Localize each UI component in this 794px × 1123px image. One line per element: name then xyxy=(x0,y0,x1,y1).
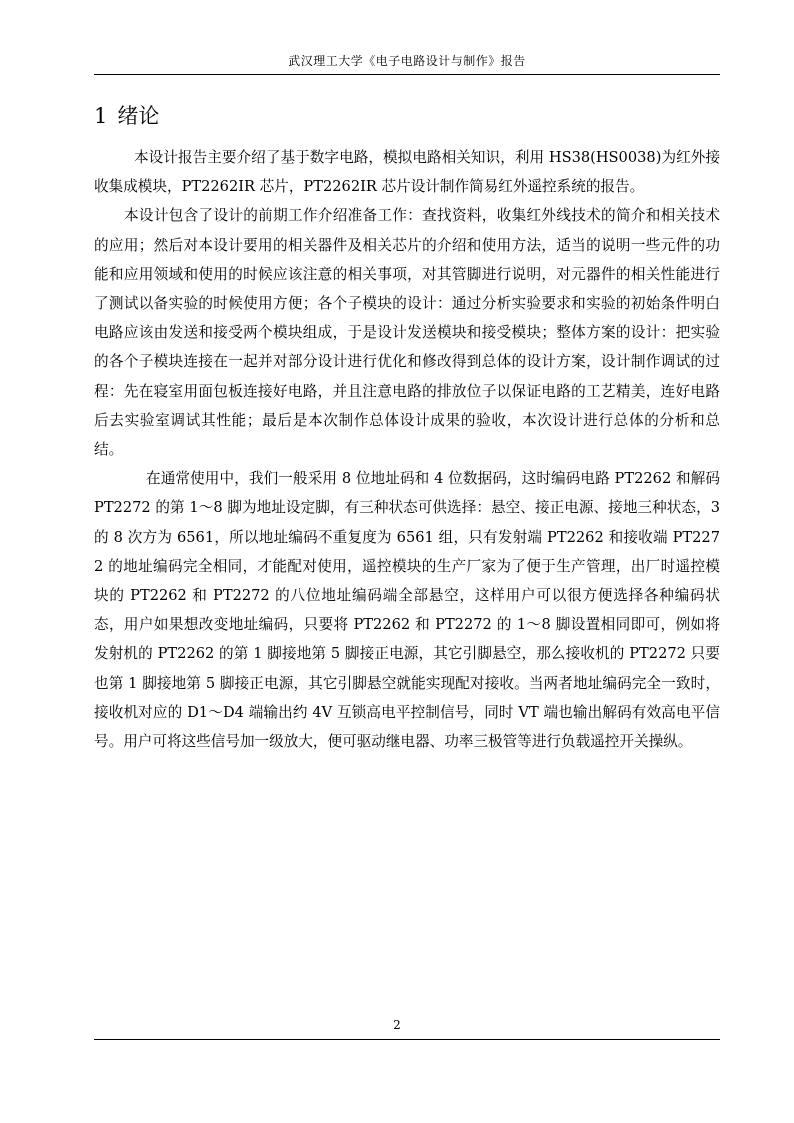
page-number: 2 xyxy=(393,1018,401,1032)
header-rule xyxy=(94,74,720,75)
chapter-title: 绪论 xyxy=(117,104,160,128)
paragraph-address-coding: 在通常使用中，我们一般采用 8 位地址码和 4 位数据码，这时编码电路 PT2262 和解码 PT2272 的第 1～8 脚为地址设定脚，有三种状态可供选择：悬空、接正电源、接地三种状态，3 的 8 次方为 6561，所以地址编码不重复度为 6561 组，只有发射端 PT2262 和接收端 PT2272 的地址编码完全相同，才能配对使用，遥控模块的生产厂家为了便于生产管理，出厂时遥控模块的 PT2262 和 PT2272 的八位地址编码端全部悬空，这样用户可以很方便选择各种编码状态，用户如果想改变地址编码，只要将 PT2262 和 PT2272 的 1～8 脚设置相同即可，例如将发射机的 PT2262 的第 1 脚接地第 5 脚接正电源，其它引脚悬空，那么接收机的 PT2272 只要也第 1 脚接地第 5 脚接正电源，其它引脚悬空就能实现配对接收。当两者地址编码完全一致时，接收机对应的 D1～D4 端输出约 4V 互锁高电平控制信号，同时 VT 端也输出解码有效高电平信号。用户可将这些信号加一级放大，便可驱动继电器、功率三极管等进行负载遥控开关操纵。 xyxy=(94,470,720,751)
chapter-number: 1 xyxy=(94,104,108,128)
body-text xyxy=(94,143,720,756)
running-header: 武汉理工大学《电子电路设计与制作》报告 xyxy=(288,54,526,68)
chapter-heading xyxy=(94,100,159,132)
footer-rule xyxy=(94,1039,720,1040)
paragraph-design-contents: 本设计包含了设计的前期工作介绍准备工作：查找资料，收集红外线技术的简介和相关技术的应用；然后对本设计要用的相关器件及相关芯片的介绍和使用方法，适当的说明一些元件的功能和应用领域和使用的时候应该注意的相关事项，对其管脚进行说明，对元器件的相关性能进行了测试以备实验的时候使用方便；各个子模块的设计：通过分析实验要求和实验的初始条件明白电路应该由发送和接受两个模块组成，于是设计发送模块和接受模块；整体方案的设计：把实验的各个子模块连接在一起并对部分设计进行优化和修改得到总体的设计方案，设计制作调试的过程：先在寝室用面包板连接好电路，并且注意电路的排放位子以保证电路的工艺精美，连好电路后去实验室调试其性能；最后是本次制作总体设计成果的验收，本次设计进行总体的分析和总结。 xyxy=(94,207,720,459)
paragraph-intro: 本设计报告主要介绍了基于数字电路，模拟电路相关知识，利用 HS38(HS0038)为红外接收集成模块，PT2262IR 芯片，PT2262IR 芯片设计制作简易红外遥控系统的报告。 xyxy=(94,149,720,196)
